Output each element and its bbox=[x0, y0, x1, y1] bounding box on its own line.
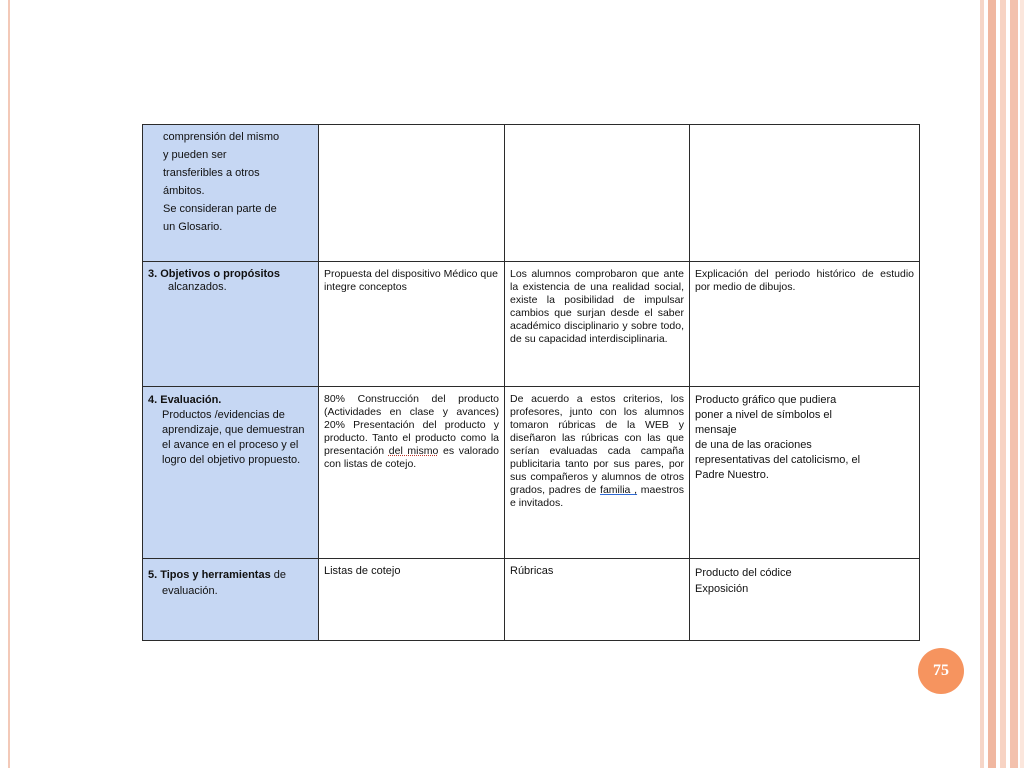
row2-col4 bbox=[690, 262, 920, 387]
row4-col1 bbox=[143, 559, 319, 641]
row1-col1-line: ámbitos. bbox=[163, 185, 205, 197]
row3-col3-underlined: familia , bbox=[600, 484, 638, 496]
table-row bbox=[143, 387, 920, 559]
row1-col2 bbox=[319, 125, 505, 262]
row2-col3 bbox=[505, 262, 690, 387]
evaluation-table bbox=[142, 124, 920, 641]
row3-col4-line: Padre Nuestro. bbox=[695, 469, 769, 481]
row3-col4-line: mensaje bbox=[695, 424, 737, 436]
row3-col4-line: representativas del catolicismo, el bbox=[695, 454, 861, 466]
row2-col1 bbox=[143, 262, 319, 387]
row3-col4-line: poner a nivel de símbolos el bbox=[695, 409, 832, 421]
row1-col1-line: y pueden ser bbox=[163, 149, 227, 161]
row1-col1-line: transferibles a otros bbox=[163, 167, 260, 179]
row4-col2-text: Listas de cotejo bbox=[324, 565, 401, 577]
row2-col2-text: Propuesta del dispositivo Médico que integre conceptos bbox=[324, 268, 498, 293]
row4-col4 bbox=[690, 559, 920, 641]
row1-col1-line: Se consideran parte de bbox=[163, 203, 277, 215]
row3-col1-rest: Productos /evidencias de aprendizaje, que demuestran el avance en el proceso y el logro del objetivo propuesto. bbox=[162, 409, 305, 466]
row4-col1-title-rest: de bbox=[270, 569, 286, 581]
row3-col2 bbox=[319, 387, 505, 559]
row1-col3 bbox=[505, 125, 690, 262]
row3-col3-text-end: maestros e invitados. bbox=[510, 484, 684, 509]
row3-col4 bbox=[690, 387, 920, 559]
table-row bbox=[143, 262, 920, 387]
row2-col4-text: Explicación del periodo histórico de estudio por medio de dibujos. bbox=[695, 268, 914, 293]
row1-col1-line: un Glosario. bbox=[163, 221, 223, 233]
row2-col2 bbox=[319, 262, 505, 387]
row4-col4-line: Exposición bbox=[695, 583, 749, 595]
row3-col1-title: 4. Evaluación. bbox=[148, 394, 222, 406]
table-row bbox=[143, 559, 920, 641]
row3-col3 bbox=[505, 387, 690, 559]
page-number-badge: 75 bbox=[918, 648, 964, 694]
row1-col4 bbox=[690, 125, 920, 262]
row4-col2 bbox=[319, 559, 505, 641]
row4-col1-title: 5. Tipos y herramientas bbox=[148, 569, 271, 581]
row3-col2-text: 80% Construcción del producto (Actividades en clase y avances) 20% Presentación del producto y producto. Tanto el producto como la presentación bbox=[324, 393, 499, 457]
row3-col1 bbox=[143, 387, 319, 559]
row4-col1-rest: evaluación. bbox=[162, 585, 218, 597]
row4-col4-line: Producto del códice bbox=[695, 567, 792, 579]
row2-col1-title: 3. Objetivos o propósitos bbox=[148, 268, 281, 280]
row4-col3 bbox=[505, 559, 690, 641]
row4-col3-text: Rúbricas bbox=[510, 565, 554, 577]
right-decorative-stripes bbox=[976, 0, 1024, 768]
row1-col1-line: comprensión del mismo bbox=[163, 131, 280, 143]
row3-col4-line: Producto gráfico que pudiera bbox=[695, 394, 837, 406]
left-border-line bbox=[8, 0, 10, 768]
table-row bbox=[143, 125, 920, 262]
row3-col2-underlined: del mismo bbox=[388, 445, 439, 457]
row1-col1 bbox=[143, 125, 319, 262]
row2-col3-text: Los alumnos comprobaron que ante la existencia de una realidad social, existe la posibilidad de impulsar cambios que surjan desde el saber académico disciplinario y sobre todo, de su capacidad interdisciplinaria. bbox=[510, 268, 684, 345]
row2-col1-rest: alcanzados. bbox=[168, 281, 227, 293]
row3-col2-text-end: es valorado con listas de cotejo. bbox=[324, 445, 499, 470]
row3-col4-line: de una de las oraciones bbox=[695, 439, 812, 451]
row3-col3-text: De acuerdo a estos criterios, los profesores, junto con los alumnos tomaron rúbricas de la WEB y diseñaron las rúbricas con las que serían evaluadas cada campaña publicitaria tanto por sus pares, por sus compañeros y alumnos de otros grados, padres de bbox=[510, 393, 684, 496]
